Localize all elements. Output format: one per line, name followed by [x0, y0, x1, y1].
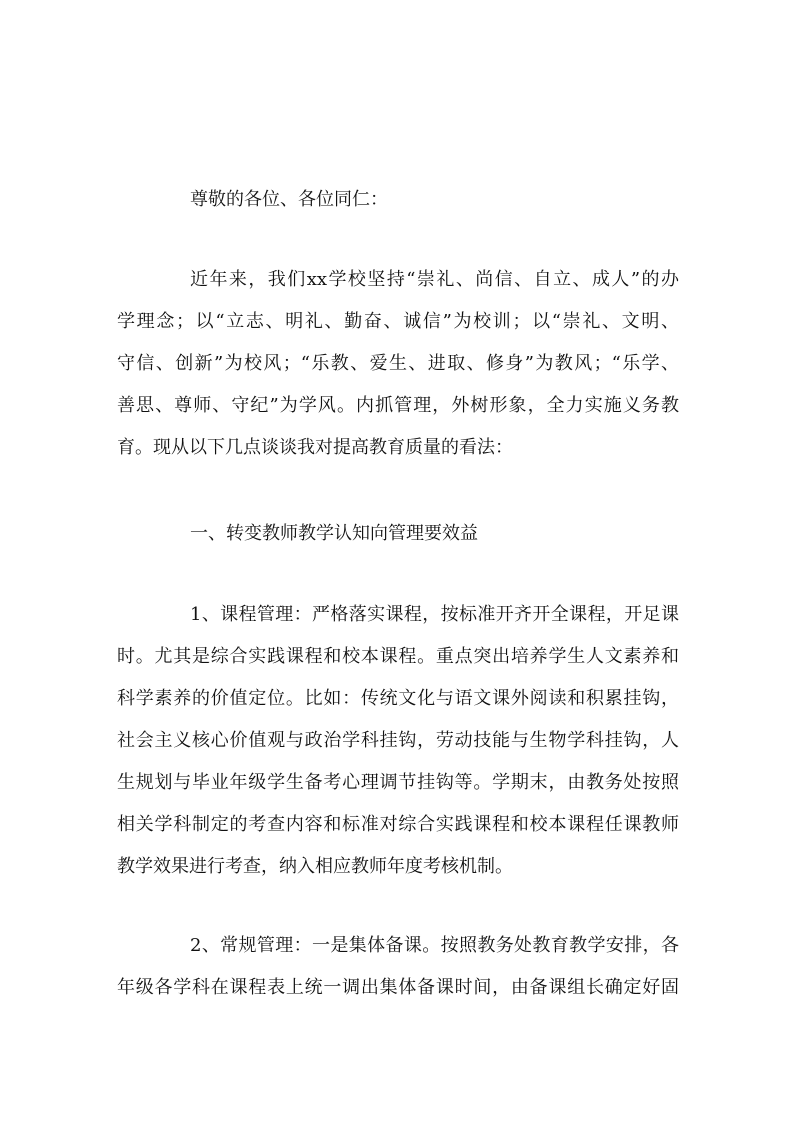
- intro-line: 育。现从以下几点谈谈我对提高教育质量的看法：: [117, 437, 513, 458]
- section1-line: 社会主义核心价值观与政治学科挂钩，劳动技能与生物学科挂钩，人: [117, 730, 679, 751]
- section1-line: 1、课程管理：严格落实课程，按标准开齐开全课程，开足课: [190, 604, 679, 625]
- section-heading: 一、转变教师教学认知向管理要效益: [190, 523, 478, 544]
- section1-line: 时。尤其是综合实践课程和校本课程。重点突出培养学生人文素养和: [117, 646, 679, 667]
- intro-line: 近年来，我们xx学校坚持“崇礼、尚信、自立、成人”的办: [190, 269, 679, 290]
- section1-line: 科学素养的价值定位。比如：传统文化与语文课外阅读和积累挂钩，: [117, 688, 679, 709]
- section1-line: 生规划与毕业年级学生备考心理调节挂钩等。学期末，由教务处按照: [117, 772, 679, 793]
- intro-line: 学理念；以“立志、明礼、勤奋、诚信”为校训；以“崇礼、文明、: [117, 311, 679, 332]
- section1-line: 相关学科制定的考查内容和标准对综合实践课程和校本课程任课教师: [117, 814, 679, 835]
- intro-line: 守信、创新”为校风；“乐教、爱生、进取、修身”为教风；“乐学、: [117, 353, 679, 374]
- section2-line: 2、常规管理：一是集体备课。按照教务处教育教学安排，各: [190, 935, 679, 956]
- section2-line: 年级各学科在课程表上统一调出集体备课时间，由备课组长确定好固: [117, 977, 679, 998]
- salutation: 尊敬的各位、各位同仁：: [190, 189, 388, 210]
- intro-line: 善思、尊师、守纪”为学风。内抓管理，外树形象，全力实施义务教: [117, 395, 679, 416]
- section1-line: 教学效果进行考查，纳入相应教师年度考核机制。: [117, 856, 513, 877]
